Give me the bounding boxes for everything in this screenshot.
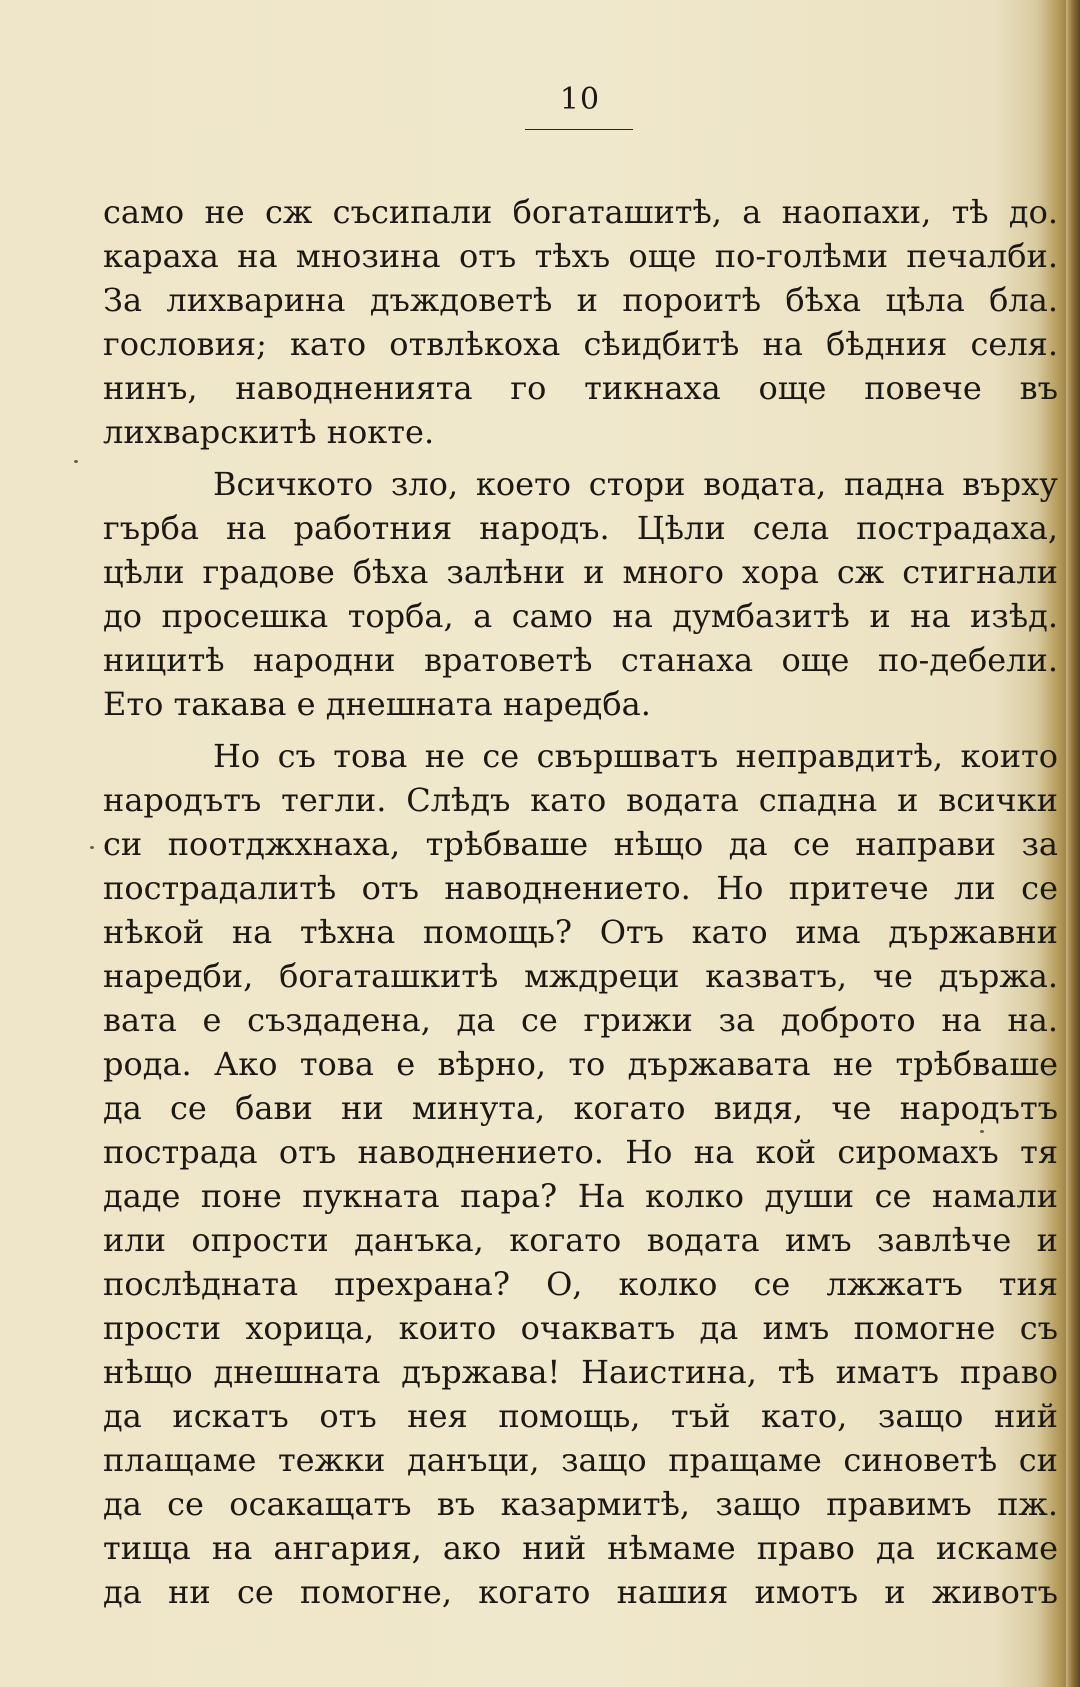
- text-line: лихварскитѣ нокте.: [103, 413, 435, 451]
- text-line: да искатъ отъ нея помощь, тъй като, защо ний: [103, 1397, 1058, 1435]
- text-line: или опрости данъка, когато водата имъ завлѣче и: [103, 1221, 1058, 1259]
- text-line: караха на мнозина отъ тѣхъ още по-голѣми печалби.: [103, 237, 1058, 275]
- text-line: прости хорица, които очакватъ да имъ помогне съ: [103, 1309, 1058, 1347]
- text-line: рода. Ако това е вѣрно, то държавата не трѣбваше: [103, 1045, 1058, 1083]
- text-line: послѣдната прехрана? О, колко се лжжатъ тия: [103, 1265, 1058, 1303]
- text-line: си поотджхнаха, трѣбваше нѣщо да се направи за: [103, 825, 1058, 863]
- text-line: вата е създадена, да се грижи за доброто на на.: [103, 1001, 1058, 1039]
- text-line: само не сж съсипали богаташитѣ, а наопахи, тѣ до.: [103, 193, 1058, 231]
- text-line: до просешка торба, а само на думбазитѣ и на изѣд.: [103, 597, 1058, 635]
- text-line: нѣщо днешната държава! Наистина, тѣ иматъ право: [103, 1353, 1058, 1391]
- paragraph-3: [103, 734, 1058, 1614]
- text-line: гърба на работния народъ. Цѣли села пострадаха,: [103, 509, 1058, 547]
- page-binding-edge: [1066, 0, 1080, 1687]
- text-line: пострадалитѣ отъ наводнението. Но притече ли се: [103, 869, 1058, 907]
- body-text: [103, 190, 1058, 1614]
- text-line: гословия; като отвлѣкоха сѣидбитѣ на бѣдния селя.: [103, 325, 1058, 363]
- text-line: да ни се помогне, когато нашия имотъ и животъ: [103, 1573, 1058, 1611]
- text-line: даде поне пукната пара? На колко души се намали: [103, 1177, 1058, 1215]
- text-line: да се осакащатъ въ казармитѣ, защо правимъ пж.: [103, 1485, 1058, 1523]
- text-line: Ето такава е днешната наредба.: [103, 685, 651, 723]
- page-number-rule: [525, 129, 633, 130]
- text-line: плащаме тежки данъци, защо пращаме синоветѣ си: [103, 1441, 1058, 1479]
- paragraph-1: [103, 190, 1058, 454]
- text-line: За лихварина дъждоветѣ и пороитѣ бѣха цѣла бла.: [103, 281, 1058, 319]
- text-line: народътъ тегли. Слѣдъ като водата спадна и всички: [103, 781, 1058, 819]
- paper-speck: [980, 1130, 984, 1133]
- page-number: 10: [559, 82, 601, 117]
- paper-speck: [74, 460, 78, 463]
- text-line: пострада отъ наводнението. Но на кой сиромахъ тя: [103, 1133, 1058, 1171]
- text-line: ницитѣ народни вратоветѣ станаха още по-дебели.: [103, 641, 1058, 679]
- text-line: цѣли градове бѣха залѣни и много хора сж стигнали: [103, 553, 1058, 591]
- text-line: да се бави ни минута, когато видя, че народътъ: [103, 1089, 1058, 1127]
- paper-speck: [90, 846, 94, 849]
- text-line: наредби, богаташкитѣ мждреци казватъ, че държа.: [103, 957, 1058, 995]
- text-line: нинъ, наводненията го тикнаха още повече въ: [103, 369, 1058, 407]
- text-line: Всичкото зло, което стори водата, падна върху: [213, 465, 1058, 503]
- paragraph-2: [103, 462, 1058, 726]
- text-line: Но съ това не се свършватъ неправдитѣ, които: [213, 737, 1058, 775]
- text-line: тища на ангария, ако ний нѣмаме право да искаме: [103, 1529, 1058, 1567]
- text-line: нѣкой на тѣхна помощь? Отъ като има държавни: [103, 913, 1058, 951]
